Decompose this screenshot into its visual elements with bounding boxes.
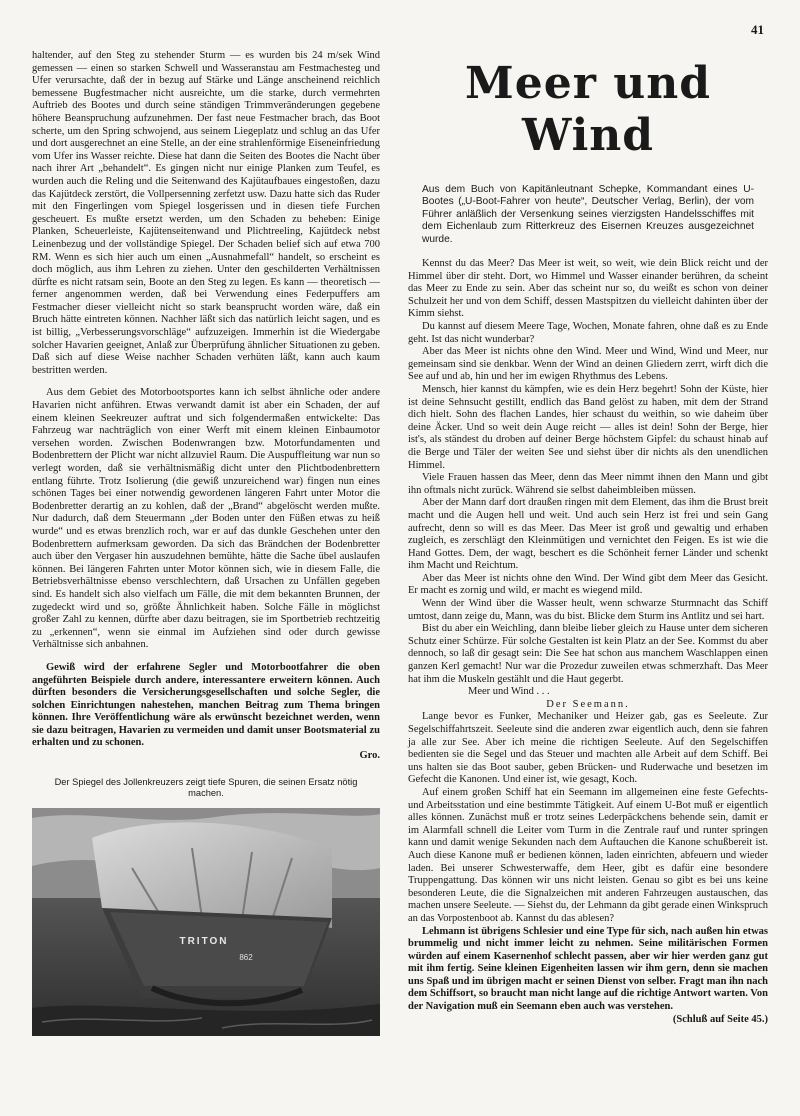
article-paragraph: Mensch, hier kannst du kämpfen, wie es dein Herz begehrt! Sohn der Küste, hier ist deine Sehnsucht gestillt, endlich das Band gelöst zu haben, mit dem der Strand dich hielt. Sohn des flachen Landes, hier schaust du weithin, so wie daheim über deine Äcker. Und so weit dein Auge reicht — alles ist dein! Sohn der Berge, hier ist's, als ständest du droben auf deiner Berge höchstem Gipfel: du schaust hinab auf die Berge und Täler der weiten See und siehst über dir nichts als den unendlichen Himmel. bbox=[408, 383, 768, 471]
article-paragraph: Aus dem Gebiet des Motorbootsportes kann ich selbst ähnliche oder andere Havarien nicht anführen. Etwas verwandt damit ist aber ein Schaden, der auf einem kleinen Seekreuzer auftrat und sich folgendermaßen entwickelte: Das Fahrzeug war nachträglich von einer Werft mit einem kleinen Einbaumotor versehen worden. Zwischen Bodenwrangen bzw. Motorfundamenten und Bodenbrettern der Plicht war nicht allzuviel Raum. Die Auspuffleitung war nun so verlegt worden, daß sie verhältnismäßig dicht unter den Plichtbodenbrettern entlang führte. Trotz Isolierung (die gewiß unzureichend war) fingen nun eines schönen Tages bei einer notwendig gewordenen längeren Fahrt unter Motor die Bodenbretter derartig an zu kohlen, daß der „Brand“ abgelöscht werden mußte. Nur dadurch, daß dem Steuermann „der Boden unter den Füßen etwas zu heiß wurde“ und es etwas brenzlich roch, war er auf das dunkle Geschehen unter den Bodenbrettern aufmerksam geworden. Da sich das Brändchen der Bodenbretter auch über den Vergaser hin auszudehnen bemühte, hätte die Sache übel auslaufen können. Bei längeren Fahrten unter Motor können sich, wie in diesem Falle, die Betriebsverhältnisse ebenso verschlechtern, daß Ursachen zu Unfällen gegeben sind. Es handelt sich also vielfach um Fälle, die mit dem bekannten Brunnen, der zugedeckt wird und so, größte Ähnlichkeit haben. Solche Fälle in möglichst großer Zahl zu kennen, dürfte aber dazu beitragen, sie im Sportbetrieb rechtzeitig zu „erkennen“, wenn sie einmal im Aufziehen sind oder durch gewisse Verhältnisse sich anbahnen. bbox=[32, 387, 380, 651]
article-intro: Aus dem Buch von Kapitänleutnant Schepke, Kommandant eines U-Bootes („U-Boot-Fahrer von heute“, Deutscher Verlag, Berlin), der vom Führer anläßlich der Versenkung seines vierzigsten Handelsschiffes mit dem Eichenlaub zum Ritterkreuz des Eisernen Kreuzes ausgezeichnet wurde. bbox=[422, 184, 754, 245]
article-paragraph: Wenn der Wind über die Wasser heult, wenn schwarze Sturmnacht das Schiff umtost, dann zeige du, Mann, was du bist. Blicke dem Sturm ins Antlitz und sei hart. bbox=[408, 598, 768, 622]
closing-paragraph bbox=[32, 662, 380, 763]
left-column bbox=[32, 50, 380, 1036]
article-paragraph: Aber der Mann darf dort draußen ringen mit dem Element, das ihm die Brust breit macht und die Augen hell und weit. Und auch sein Herz ist frei und sein Gang aufrecht, denn so will es das Meer. Das Meer ist groß und gewaltig und erhaben zugleich, es zerschlägt den Kleinmütigen und vernichtet den Feigen. Es ist wie die Hand Gottes. Dem, der wagt, beschert es die Schönheit ferner Länder und schenkt ihm Macht und Reichtum. bbox=[408, 497, 768, 572]
article-paragraph: Kennst du das Meer? Das Meer ist weit, so weit, wie dein Blick reicht und der Himmel über dir steht. Dort, wo Himmel und Wasser einander berühren, da scheint das Meer zu Ende zu sein. Aber das scheint nur so, du weißt es schon von deiner Schulzeit her und von dem Schiff, dessen Mastspitzen du vielleicht dahinten über der Kimm siehst. bbox=[408, 258, 768, 320]
boat-stern-photo bbox=[32, 808, 380, 1036]
closing-text: Gewiß wird der erfahrene Segler und Motorbootfahrer die oben angeführten Beispiele durch andere, interessantere erweitern können. Auch dürften besonders die Versicherungsgesellschaften und solche Segler, die solchen Einrichtungen nahestehen, manchen Beitrag zum Thema bringen können. Ihre Veröffentlichung wäre als erwünscht bezeichnet werden, wenn sie dazu beitragen, Havarien zu vermeiden und damit unser Bootsmaterial zu erhalten und zu schonen. bbox=[32, 661, 380, 749]
boat-number-label: 862 bbox=[239, 952, 253, 962]
article-paragraph: Aber das Meer ist nichts ohne den Wind. Meer und Wind, Wind und Meer, nur gemeinsam sind sie denkbar. Wenn der Wind an deinen Gliedern zerrt, wirft dich die See auf und ab, hin und her im ewigen Rhythmus des Lebens. bbox=[408, 346, 768, 383]
continuation-note: (Schluß auf Seite 45.) bbox=[672, 1013, 768, 1025]
section-paragraph: Lange bevor es Funker, Mechaniker und Heizer gab, gas es Seeleute. Zur Segelschiffahrtszeit. Seeleute sind die anderen zwar eigentlich auch, denn sie fahren ja alle zur See. Aber ich meine die richtigen Seeleute. Auf den Segelschiffen bedienten sie die Segel und das Steuer und machten alle Arbeit auf dem Schiff. Bei uns halten sie das Boot sauber, geben Brücken- und Ruderwache und besetzen im Gefecht die Kanonen. Und einer ist, wie gesagt, Koch. bbox=[408, 711, 768, 786]
photo-caption: Der Spiegel des Jollenkreuzers zeigt tiefe Spuren, die seinen Ersatz nötig machen. bbox=[54, 776, 358, 799]
article-title: Meer und Wind bbox=[465, 58, 711, 161]
article-paragraph: Viele Frauen hassen das Meer, denn das Meer nimmt ihnen den Mann und gibt ihn oftmals nicht zurück. Während sie selbst daheimbleiben müssen. bbox=[408, 472, 768, 496]
right-column bbox=[408, 50, 768, 1026]
article-paragraph: Du kannst auf diesem Meere Tage, Wochen, Monate fahren, ohne daß es zu Ende geht. Ist das nicht wunderbar? bbox=[408, 321, 768, 345]
page-number: 41 bbox=[751, 22, 764, 37]
section-heading: Der Seemann. bbox=[546, 698, 630, 710]
section-paragraph: Auf einem großen Schiff hat ein Seemann im allgemeinen eine feste Gefechts- und Arbeitsstation und eine bestimmte Tätigkeit. Auf einem U-Bot muß er eigentlich alles können. Zunächst muß er trotz seines Lederpäckchens behende sein, damit er im Alarmfall schnell die Leiter vom Turm in die Zentrale rauf und runter springen kann und damit wenige Sekunden nach dem Auftauchen die Kanone schußbereit ist. Auch diese Kanone muß er bedienen können, laden einrichten, abfeuern und wieder laden. Bei unserer Schwesterwaffe, dem Heer, gibt es dafür eine besondere Truppengattung. Das können wir uns nicht leisten. Genau so gibt es bei uns keine besonderen Leute, die die Signalzeichen mit anderen Fahrzeugen austauschen, das machen unsere Seeleute. — Siehst du, der Lehmann da gibt gerade einen Winkspruch an das Vorpostenboot ab. Kannst du das ablesen? bbox=[408, 786, 768, 924]
author-signature: Gro. bbox=[359, 750, 380, 762]
section-paragraph: Lehmann ist übrigens Schlesier und eine Type für sich, nach außen hin etwas brummelig und nicht immer leicht zu nehmen. Seine militärischen Formen würden auf einem Kasernenhof schlecht passen, aber wir hier werden ganz gut mit ihm fertig. Seine kleinen Eigenheiten lassen wir ihm gern, denn sie machen uns Spaß und im übrigen macht er seinen Dienst von selber. Fragt man ihn nach dem Schiffsort, so braucht man nicht lange auf die richtige Antwort warten. Von der Navigation muß ein Seemann eben auch was verstehen. bbox=[408, 925, 768, 1013]
article-paragraph: Aber das Meer ist nichts ohne den Wind. Der Wind gibt dem Meer das Gesicht. Er macht es zornig und wild, er macht es wiegend mild. bbox=[408, 572, 768, 597]
article-paragraph: Bist du aber ein Weichling, dann bleibe lieber gleich zu Hause unter dem sicheren Schutz einer Schürze. Für solche Gestalten ist kein Platz an der See. Kommst du aber dennoch, so laß dir gesagt sein: Die See hat schon aus manchem Waschlappen einen ganzen Kerl gemacht! Nur war die Prozedur zuweilen etwas schmerzhaft. Das Meer hat ihm die Muskeln gestählt und die Haut gegerbt. bbox=[408, 623, 768, 685]
article-paragraph: haltender, auf den Steg zu stehender Sturm — es wurden bis 24 m/sek Wind gemessen — einen so starken Schwell und Wasseranstau am Festmachesteg und Ufer verursachte, daß der in bezug auf Stärke und Länge anscheinend reichlich bemessene Bugfestmacher nicht ausreichte, um die starke, durch vermehrten Auftrieb des Bootes und durch seine ständigen Trimmveränderungen gegebene höhere Beanspruchung aufzunehmen. Der fast neue Festmacher brach, das Boot scherte, um den Spring schwojend, aus seinem Liegeplatz und schlug an das Ufer und dort ausgerechnet an eine Stelle, an der eine strahlenförmige Eiseneinfriedung vom Ufer ins Wasser reichte. Diese hat dann die Seiten des Bootes die Nacht über nach ihrer Art „behandelt“. Es gingen nicht nur einige Planken zum Teufel, es wurden auch die Reling und die Seitenwand des Kajütaufbaues eingestoßen, dazu das Kajütdeck zerstört, die Vollpersenning zerfetzt usw. Dazu hatte sich das Ruder mit den Fingerlingen vom Spiegel losgerissen und in diesen tiefe Furchen gescheuert. Es mußte ersetzt werden, um den Schaden zu beheben: Einige Planken, Scheuerleiste, Kajütenseitenwand und Plichtreeling, Kajütdeck nebst Leinenbezug und der vollständige Spiegel. Der Schaden belief sich auf etwa 700 RM. Wenn es sich hier auch um einen „Ausnahmefall“ handelt, so erscheint es doch möglich, aus ihm Lehren zu ziehen. Unter den geschilderten Verhältnissen dürfte es nicht ratsam sein, Boote an den Steg zu legen. Es kann — theoretisch — ferner angenommen werden, daß bei Verwendung eines Federpuffers am Festmacher dieser vielleicht nicht so stark beansprucht worden wäre, daß ein Bruch hätte eintreten können. Nachher läßt sich das natürlich leicht sagen, und es ist billig, „Verbesserungsvorschläge“ aufzuzeigen. Immerhin ist die Wiedergabe solcher Havarien geeignet, Anlaß zur Überprüfung ähnlicher Situationen zu geben. Daß sich auf diese Weise nachher Schaden verhüten läßt, kann auch kaum bestritten werden. bbox=[32, 50, 380, 376]
verse-line: Meer und Wind . . . bbox=[468, 686, 550, 698]
boat-name-label: TRITON bbox=[179, 935, 229, 947]
